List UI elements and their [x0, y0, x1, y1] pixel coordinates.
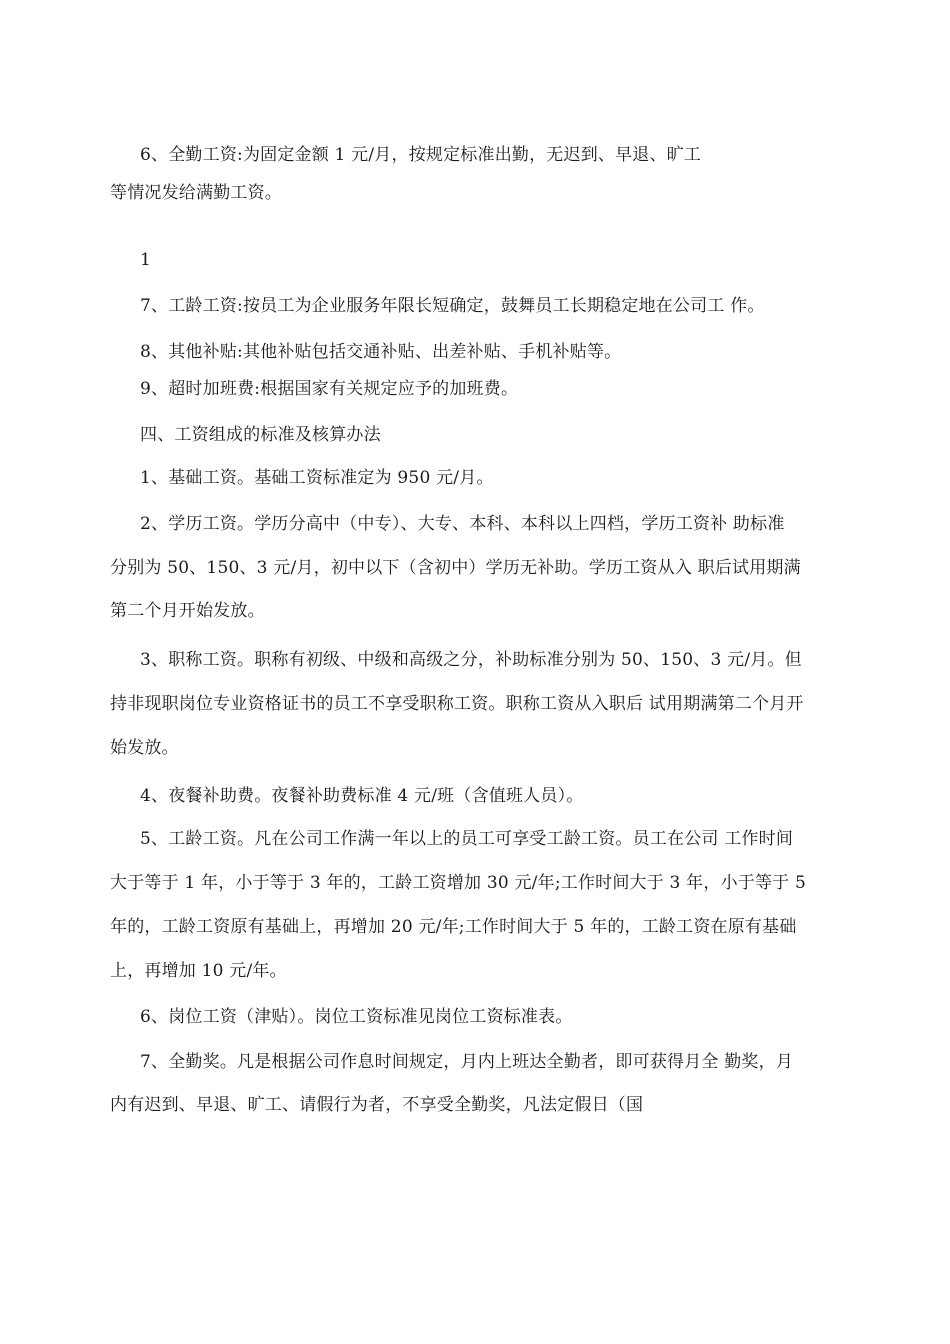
text-line-12: 始发放。 — [110, 738, 179, 758]
text-line-3: 7、工龄工资:按员工为企业服务年限长短确定，鼓舞员工长期稳定地在公司工 作。 — [140, 296, 765, 316]
text-line-9: 第二个月开始发放。 — [110, 601, 265, 621]
section-heading: 四、工资组成的标准及核算办法 — [140, 425, 381, 445]
page-number: 1 — [140, 250, 152, 270]
text-line-10: 3、职称工资。职称有初级、中级和高级之分，补助标准分别为 50、150、3 元/月。但 — [140, 650, 802, 670]
text-line-13: 4、夜餐补助费。夜餐补助费标准 4 元/班（含值班人员）。 — [140, 786, 584, 806]
text-line-17: 上，再增加 10 元/年。 — [110, 961, 287, 981]
text-line-8: 分别为 50、150、3 元/月，初中以下（含初中）学历无补助。学历工资从入 职后试用期满 — [110, 558, 801, 578]
text-line-5: 9、超时加班费:根据国家有关规定应予的加班费。 — [140, 379, 519, 399]
text-line-1: 6、全勤工资:为固定金额 1 元/月，按规定标准出勤，无迟到、早退、旷工 — [140, 145, 702, 165]
text-line-18: 6、岗位工资（津贴）。岗位工资标准见岗位工资标准表。 — [140, 1007, 573, 1027]
text-line-20: 内有迟到、早退、旷工、请假行为者，不享受全勤奖，凡法定假日（国 — [110, 1095, 644, 1115]
text-line-15: 大于等于 1 年，小于等于 3 年的，工龄工资增加 30 元/年;工作时间大于 3 年，小于等于 5 — [110, 873, 806, 893]
text-line-14: 5、工龄工资。凡在公司工作满一年以上的员工可享受工龄工资。员工在公司 工作时间 — [140, 829, 794, 849]
text-line-11: 持非现职岗位专业资格证书的员工不享受职称工资。职称工资从入职后 试用期满第二个月开 — [110, 694, 804, 714]
text-line-4: 8、其他补贴:其他补贴包括交通补贴、出差补贴、手机补贴等。 — [140, 342, 622, 362]
text-line-16: 年的，工龄工资原有基础上，再增加 20 元/年;工作时间大于 5 年的，工龄工资在原有基础 — [110, 917, 797, 937]
text-line-2: 等情况发给满勤工资。 — [110, 183, 282, 203]
text-line-7: 2、学历工资。学历分高中（中专）、大专、本科、本科以上四档，学历工资补 助标准 — [140, 514, 785, 534]
text-line-6: 1、基础工资。基础工资标准定为 950 元/月。 — [140, 468, 494, 488]
text-line-19: 7、全勤奖。凡是根据公司作息时间规定，月内上班达全勤者，即可获得月全 勤奖，月 — [140, 1052, 794, 1072]
